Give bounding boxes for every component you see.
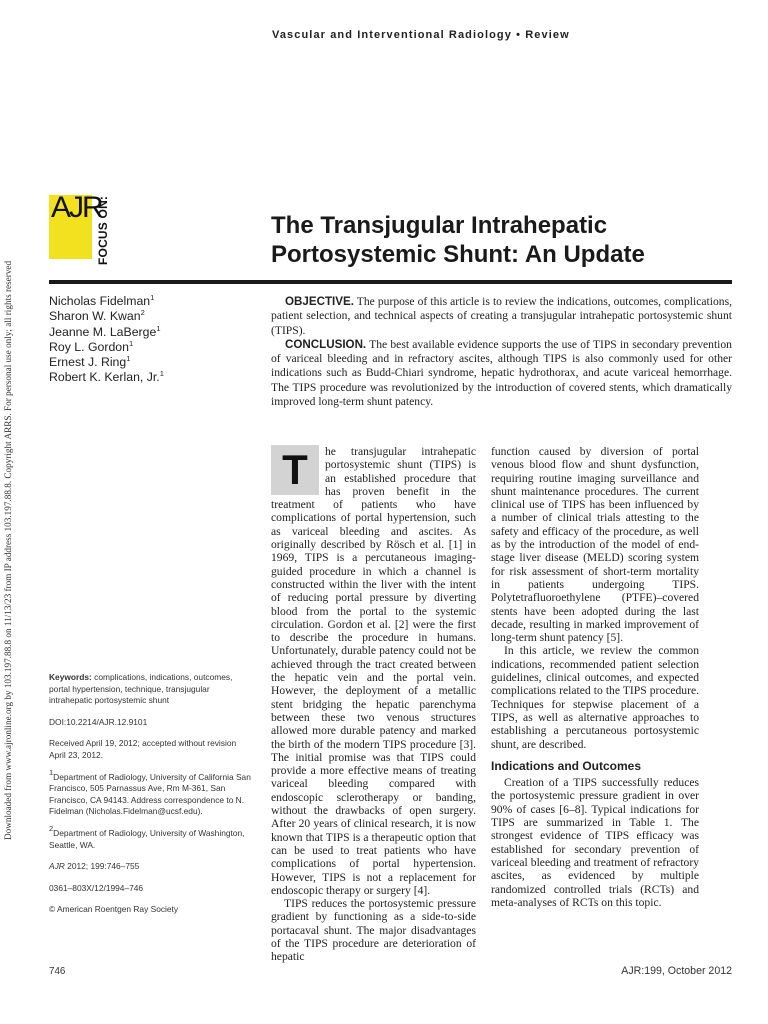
author-name: Sharon W. Kwan	[49, 309, 141, 324]
article-info	[49, 672, 254, 926]
author-name: Robert K. Kerlan, Jr.	[49, 370, 160, 385]
issn: 0361–803X/12/1994–746	[49, 882, 144, 893]
citation-journal: AJR	[49, 861, 65, 872]
section-heading: Indications and Outcomes	[491, 758, 642, 773]
author-name: Ernest J. Ring	[49, 355, 127, 370]
affiliation-1	[49, 767, 254, 818]
ajr-focus-logo	[49, 187, 129, 265]
author-affiliation: 1	[128, 338, 134, 348]
abstract-conclusion	[271, 338, 732, 409]
body-column-right	[491, 445, 699, 909]
author-affiliation: 1	[159, 369, 164, 379]
author-item	[49, 294, 249, 309]
body-paragraph: In this article, we review the common indications, recommended patient selection guidelines, clinical outcomes, and expected complications related to the TIPS procedure. Techniques for stepwise placement of a TIPS, as well as alternative approaches to establishing a percutaneous portosystemic shunt, are described.	[491, 644, 699, 751]
author-affiliation: 2	[140, 308, 145, 318]
conclusion-text: The best available evidence supports the use of TIPS in secondary prevention of variceal bleeding and in refractory ascites, although TIPS is also commonly used for other indications such as Budd-Chiari syndrome, hepatic hydrothorax, and acute variceal hemorrhage. The TIPS procedure was revolutionized by the introduction of covered stents, which dramatically improved long-term shunt patency.	[271, 337, 732, 409]
citation	[49, 861, 254, 873]
keywords-label: Keywords:	[49, 672, 92, 682]
copyright: © American Roentgen Ray Society	[49, 904, 179, 915]
drop-cap-letter: T	[282, 446, 308, 493]
download-notice-text: Downloaded from www.ajronline.org by 103.197.88.8 on 11/13/23 from IP address 103.197.88.8. Copyright ARRS. For personal use only; all rights reserved	[3, 260, 13, 840]
body-paragraph: he transjugular intrahepatic portosystemic shunt (TIPS) is an established procedure that has proven benefit in the treatment of patients who have complications of portal hypertension, such as variceal bleeding and ascites. As originally described by Rösch et al. [1] in 1969, TIPS is a percutaneous imaging-guided procedure in which a channel is constructed within the liver with the intent of reducing portal pressure by diverting blood from the portal to the systemic circulation. Gordon et al. [2] were the first to describe the procedure in humans. Unfortunately, durable patency could not be achieved through the tract created between the hepatic vein and the portal vein. However, the deployment of a metallic stent bridging the hepatic parenchyma between these two venous structures allowed more durable patency and marked the birth of the modern TIPS procedure [3]. The initial promise was that TIPS could provide a more effective means of treating variceal bleeding compared with endoscopic sclerotherapy or banding, without the drawbacks of open surgery. After 20 years of clinical research, it is now known that TIPS is a therapeutic option that can be used to treat patients who have complications of portal hypertension. However, TIPS is not a replacement for endoscopic therapy or surgery [4].	[271, 445, 476, 897]
author-item	[49, 309, 249, 324]
author-list	[49, 294, 249, 386]
doi: DOI:10.2214/AJR.12.9101	[49, 716, 148, 727]
author-item	[49, 355, 249, 370]
body-paragraph: Creation of a TIPS successfully reduces the portosystemic pressure gradient in over 90% of cases [6–8]. Typical indications for TIPS are summarized in Table 1. The strongest evidence of TIPS efficacy was established for secondary prevention of variceal bleeding and treatment of refractory ascites, as evidenced by multiple randomized controlled trials (RCTs) and meta-analyses of RCTs on this topic.	[491, 776, 699, 909]
body-column-left	[271, 445, 476, 964]
author-affiliation: 1	[126, 354, 131, 364]
author-affiliation: 1	[150, 293, 155, 302]
journal-section-header: Vascular and Interventional Radiology • Review	[272, 29, 570, 41]
article-title: The Transjugular Intrahepatic Portosystemic Shunt: An Update	[271, 212, 645, 268]
logo-focus-text: FOCUS ON:	[96, 195, 110, 265]
affiliation-number: 1	[49, 767, 54, 777]
conclusion-label: CONCLUSION.	[285, 337, 367, 351]
drop-cap	[271, 445, 319, 495]
objective-label: OBJECTIVE.	[285, 295, 354, 308]
keywords-text: complications, indications, outcomes, portal hypertension, technique, transjugular intrahepatic portosystemic shunt	[49, 672, 233, 706]
affiliation-text: Department of Radiology, University of Washington, Seattle, WA.	[49, 827, 245, 850]
title-rule	[49, 280, 732, 284]
logo-ajr-text: AJR	[51, 191, 102, 224]
page-number: 746	[49, 966, 66, 977]
body-paragraph: function caused by diversion of portal venous blood flow and shunt dysfunction, requiring routine imaging surveillance and shunt maintenance procedures. The current clinical use of TIPS has been influenced by a number of clinical trials attesting to the safety and efficacy of the procedure, as well as by the introduction of the model of end-stage liver disease (MELD) scoring system for risk assessment of short-term mortality in patients undergoing TIPS. Polytetrafluoroethylene (PTFE)–covered stents have been adopted during the last decade, resulting in marked improvement of long-term shunt patency [5].	[491, 445, 699, 645]
body-paragraph: TIPS reduces the portosystemic pressure gradient by functioning as a side-to-side portacaval shunt. The major disadvantages of the TIPS procedure are deterioration of hepatic	[271, 897, 476, 964]
author-item	[49, 325, 249, 340]
author-name: Nicholas Fidelman	[49, 294, 151, 308]
logo-focus-tag	[93, 187, 117, 265]
affiliation-text: Department of Radiology, University of California San Francisco, 505 Parnassus Ave, Rm M-361, San Francisco, CA 94143. Address correspondence to N. Fidelman (Nicholas.Fidelman@ucsf.edu).	[49, 771, 251, 817]
keywords	[49, 672, 254, 707]
download-notice	[2, 180, 14, 840]
affiliation-number: 2	[49, 823, 54, 833]
received-date: Received April 19, 2012; accepted without revision April 23, 2012.	[49, 738, 237, 760]
journal-reference: AJR:199, October 2012	[621, 965, 732, 977]
author-name: Roy L. Gordon	[49, 339, 129, 354]
abstract	[271, 295, 732, 409]
citation-details: 2012; 199:746–755	[64, 861, 140, 872]
author-item	[49, 370, 249, 385]
author-item	[49, 340, 249, 355]
author-affiliation: 1	[156, 323, 161, 333]
abstract-objective	[271, 295, 732, 338]
author-name: Jeanne M. LaBerge	[49, 324, 157, 339]
objective-text: The purpose of this article is to review the indications, outcomes, complications, patient selection, and technical aspects of creating a transjugular intrahepatic portosystemic shunt (TIPS).	[271, 295, 732, 337]
affiliation-2	[49, 823, 254, 851]
